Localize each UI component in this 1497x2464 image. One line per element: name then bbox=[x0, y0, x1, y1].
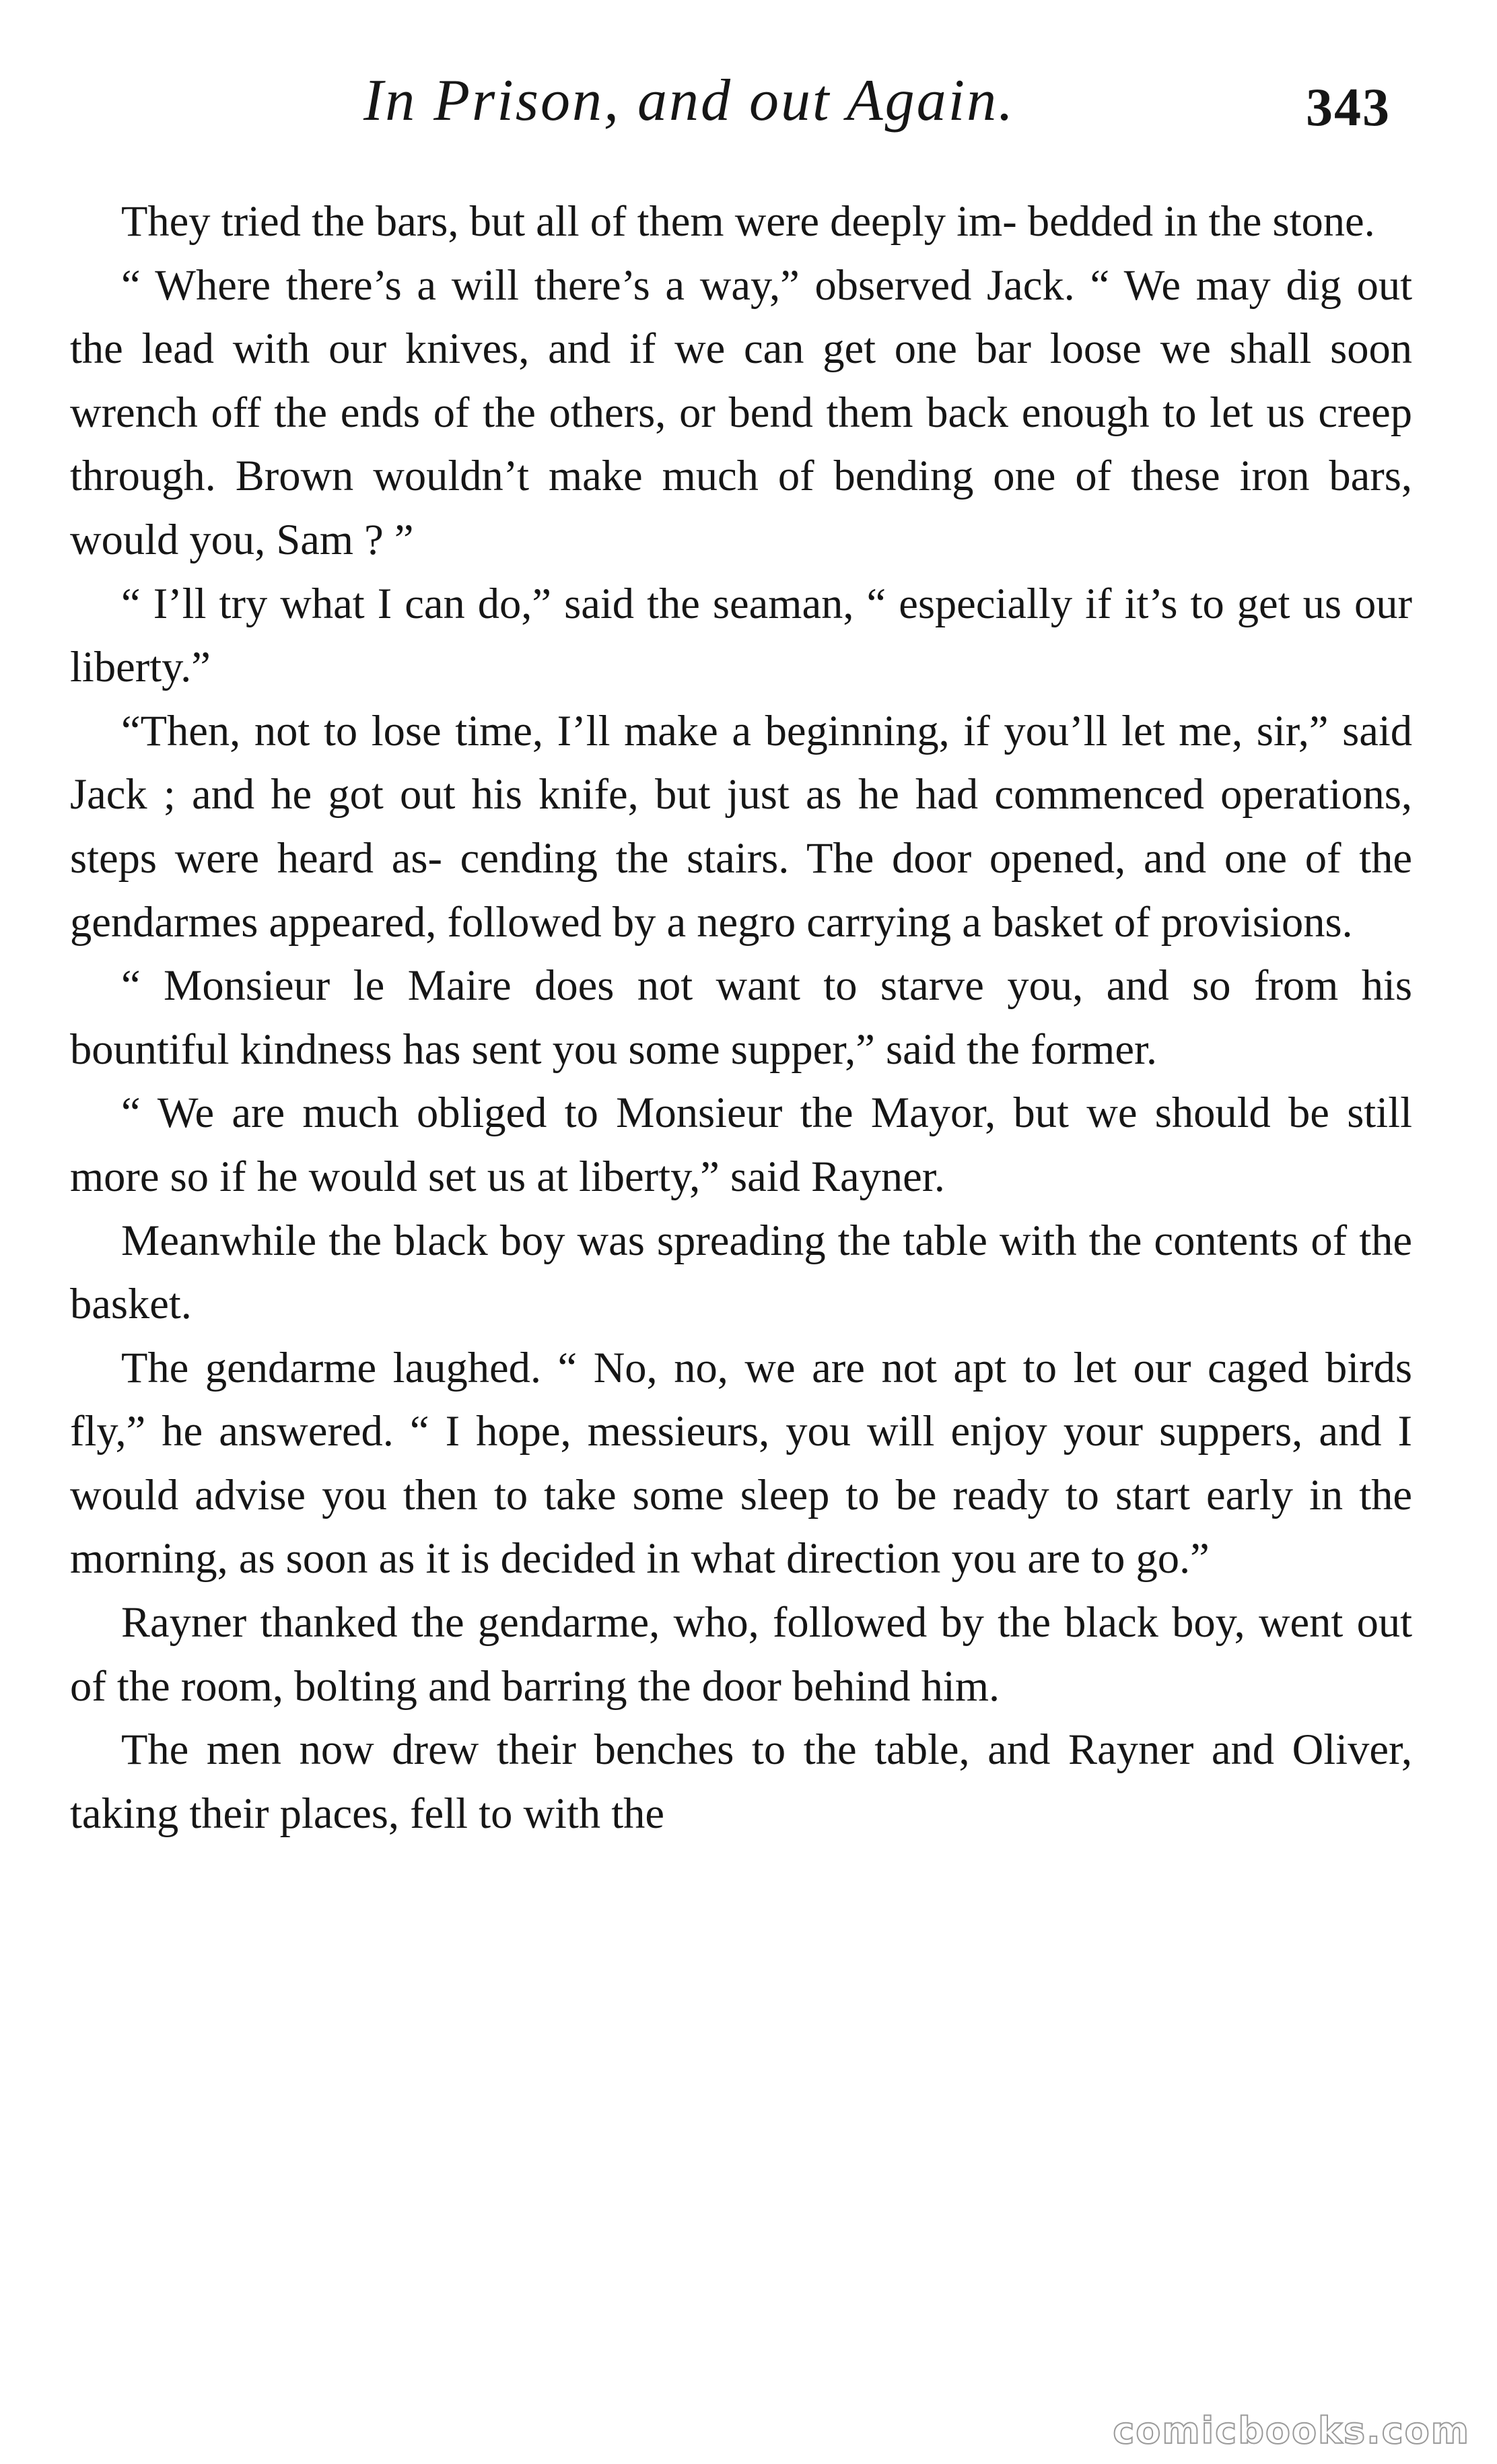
paragraph: “Then, not to lose time, I’ll make a beginning, if you’ll let me, sir,” said Jack ; and he got out his knife, but just as he had commenced operations, steps were heard as- cending the stairs. The door opened, and one of the gendarmes appeared, followed by a negro carrying a basket of provisions. bbox=[70, 706, 1412, 946]
paragraph: Rayner thanked the gendarme, who, followed by the black boy, went out of the room, bolting and barring the door behind him. bbox=[70, 1598, 1412, 1710]
running-title: In Prison, and out Again. bbox=[363, 68, 1016, 133]
page-number: 343 bbox=[1306, 78, 1391, 137]
paragraph: “ Monsieur le Maire does not want to starve you, and so from his bountiful kindness has sent you some supper,” said the former. bbox=[70, 961, 1412, 1073]
page-header bbox=[0, 64, 1497, 138]
paragraph: “ I’ll try what I can do,” said the seaman, “ especially if it’s to get us our liberty.” bbox=[70, 579, 1412, 691]
paragraph: The gendarme laughed. “ No, no, we are not apt to let our caged birds fly,” he answered. “ I hope, messieurs, you will enjoy your suppers, and I would advise you then to take some sleep to be ready to start early in the morning, as soon as it is decided in what direction you are to go.” bbox=[70, 1343, 1412, 1583]
paragraph: The men now drew their benches to the table, and Rayner and Oliver, taking their places, fell to with the bbox=[70, 1725, 1412, 1837]
paragraph: They tried the bars, but all of them were deeply im- bedded in the stone. bbox=[121, 197, 1375, 245]
paragraph: Meanwhile the black boy was spreading the table with the contents of the basket. bbox=[70, 1216, 1412, 1328]
watermark: comicbooks.com bbox=[1113, 2409, 1470, 2452]
body-text bbox=[70, 190, 1412, 1845]
paragraph: “ Where there’s a will there’s a way,” observed Jack. “ We may dig out the lead with our knives, and if we can get one bar loose we shall soon wrench off the ends of the others, or bend them back enough to let us creep through. Brown wouldn’t make much of bending one of these iron bars, would you, Sam ? ” bbox=[70, 261, 1412, 563]
paragraph: “ We are much obliged to Monsieur the Mayor, but we should be still more so if he would set us at liberty,” said Rayner. bbox=[70, 1089, 1412, 1200]
